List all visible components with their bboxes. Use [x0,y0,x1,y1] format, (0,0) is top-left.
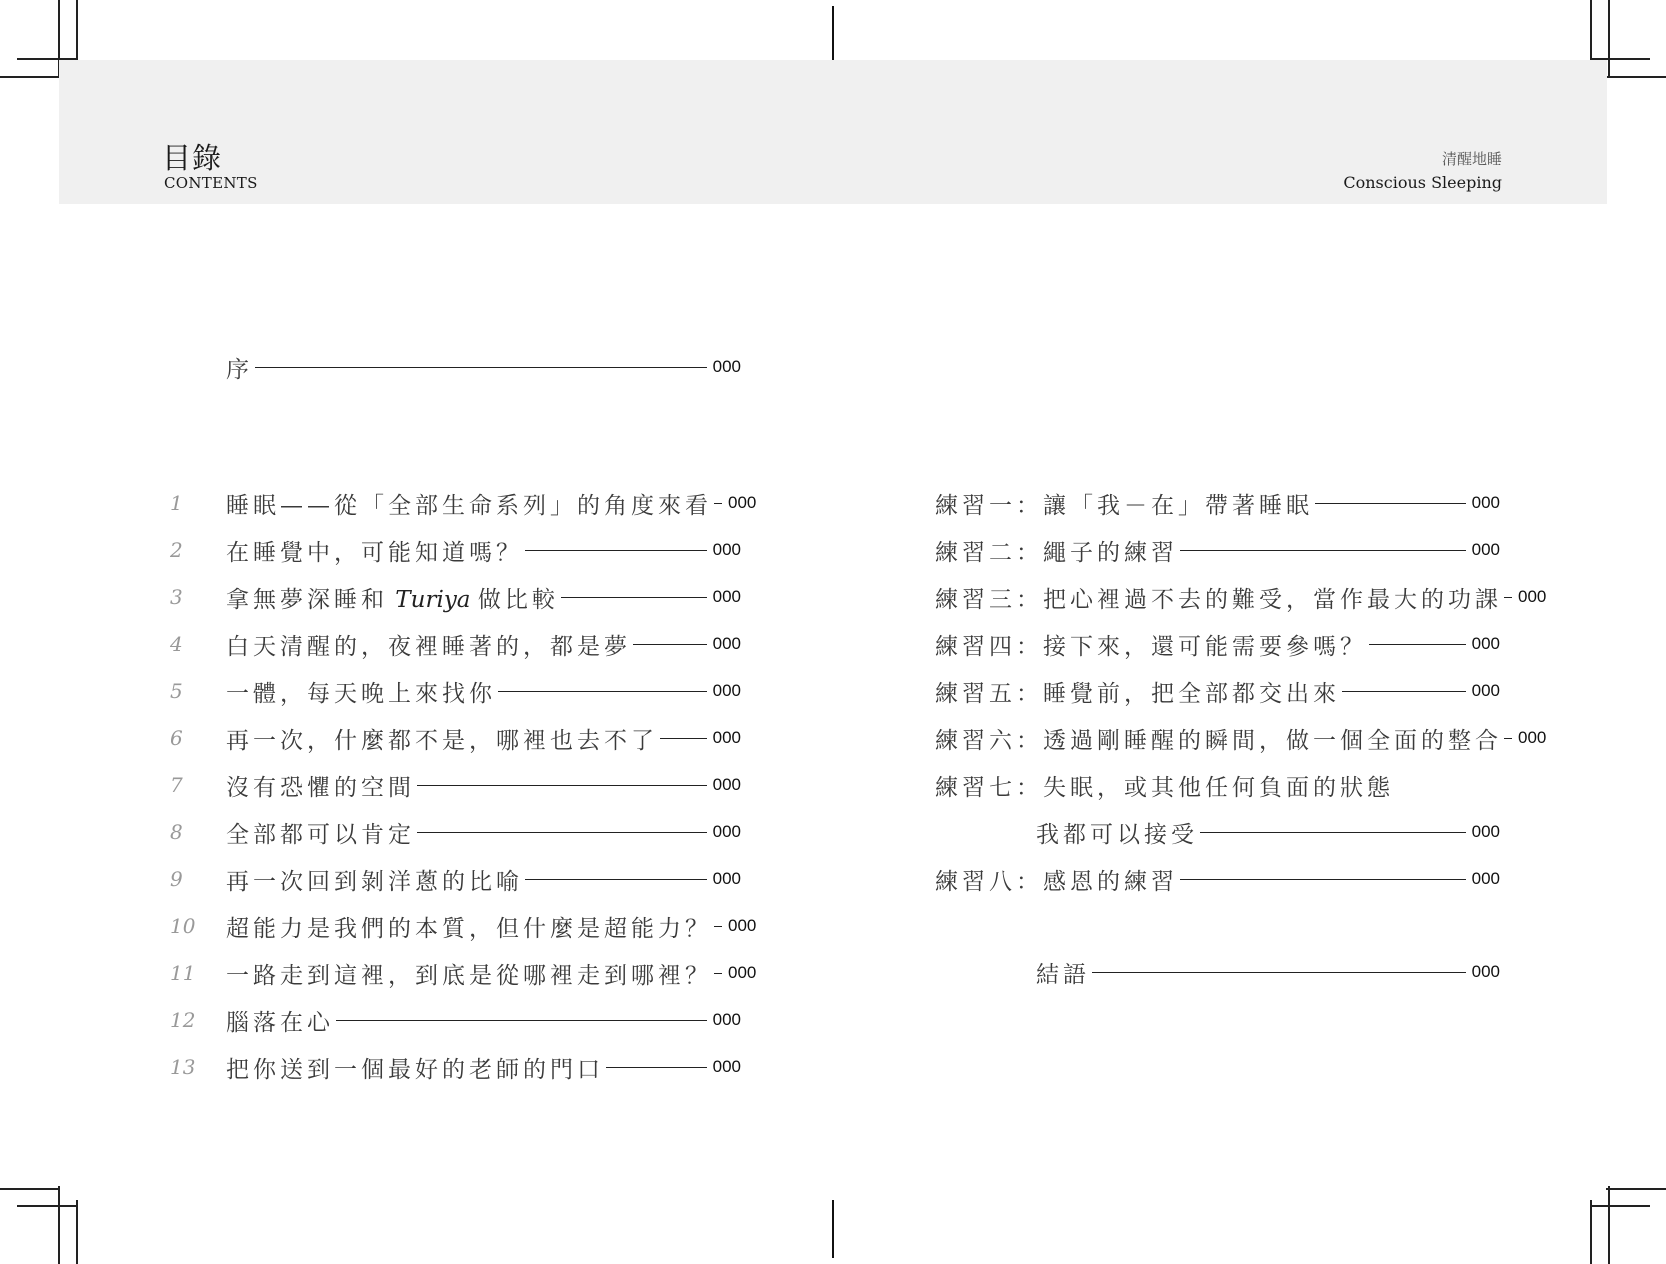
page-number: 000 [728,916,757,935]
dot-leader [255,367,707,368]
chapter-number: 9 [170,867,183,891]
toc-entry-exercise[interactable] [935,535,1500,565]
page-number: 000 [1471,869,1500,888]
crop-mark [1590,1200,1592,1264]
toc-entry-title: 練習八：感恩的練習 [935,868,1178,895]
toc-entry-title[interactable]: 練習七：失眠，或其他任何負面的狀態 [935,774,1394,801]
toc-entry-title: 練習一：讓「我－在」帶著睡眠 [935,492,1313,519]
toc-entry-title: 在睡覺中，可能知道嗎？ [226,539,523,566]
crop-mark [76,0,78,64]
toc-entry-title: 練習三：把心裡過不去的難受，當作最大的功課 [935,586,1502,613]
toc-entry-chapter[interactable] [226,1052,741,1082]
chapter-number: 2 [170,538,183,562]
toc-entry-title: 全部都可以肯定 [226,821,415,848]
toc-entry-title: 把你送到一個最好的老師的門口 [226,1056,604,1083]
toc-entry-title: 再一次，什麼都不是，哪裡也去不了 [226,727,658,754]
toc-entry-title: 沒有恐懼的空間 [226,774,415,801]
toc-entry-chapter[interactable] [226,1005,741,1035]
toc-entry-chapter[interactable] [226,958,757,989]
crop-mark [17,1205,77,1207]
toc-entry-title: 結語 [1036,961,1090,988]
dot-leader [1092,972,1466,973]
page-number: 000 [1471,634,1500,653]
chapter-number: 5 [170,679,183,703]
dot-leader [561,597,707,598]
dot-leader [1504,738,1512,739]
toc-entry-title: 序 [226,356,253,383]
page-number: 000 [712,728,741,747]
fold-mark [832,1200,834,1258]
dot-leader [714,926,722,927]
page-subtitle: CONTENTS [164,174,258,192]
toc-entry-exercise[interactable] [935,629,1500,659]
toc-entry-chapter[interactable] [226,535,741,565]
toc-entry-chapter[interactable] [226,770,741,800]
crop-mark [58,1186,60,1264]
dot-leader [714,503,722,504]
toc-entry-title: 練習二：繩子的練習 [935,539,1178,566]
chapter-number: 6 [170,726,183,750]
toc-entry-chapter[interactable] [226,488,757,519]
toc-entry-chapter[interactable] [226,723,741,753]
dot-leader [1342,691,1466,692]
chapter-number: 10 [170,914,196,938]
dot-leader [1504,597,1512,598]
chapter-number: 7 [170,773,183,797]
chapter-number: 1 [170,491,183,515]
book-title-zh: 清醒地睡 [1441,150,1502,168]
crop-mark [1606,76,1666,78]
toc-entry-preface[interactable] [226,352,741,382]
page-number: 000 [1471,540,1500,559]
page-number: 000 [728,493,757,512]
dot-leader [714,973,722,974]
toc-entry-exercise[interactable] [935,582,1547,613]
page-title: 目錄 [162,141,223,175]
toc-entry-title: 睡眠——從「全部生命系列」的角度來看 [226,492,712,519]
chapter-number: 3 [170,585,183,609]
crop-mark [1606,1188,1666,1190]
page-number: 000 [712,357,741,376]
toc-entry-chapter[interactable] [226,582,741,612]
toc-entry-exercise[interactable] [935,723,1547,754]
page-number: 000 [1518,728,1547,747]
dot-leader [417,832,707,833]
toc-entry-title: 練習六：透過剛睡醒的瞬間，做一個全面的整合 [935,727,1502,754]
page-number: 000 [1471,493,1500,512]
dot-leader [498,691,707,692]
dot-leader [417,785,707,786]
dot-leader [660,738,707,739]
crop-mark [0,1188,60,1190]
dot-leader [606,1067,707,1068]
chapter-number: 12 [170,1008,196,1032]
crop-mark [1590,0,1592,64]
page-number: 000 [728,963,757,982]
fold-mark [832,6,834,64]
page-number: 000 [1471,822,1500,841]
toc-entry-title: 一體，每天晚上來找你 [226,680,496,707]
chapter-number: 4 [170,632,183,656]
dot-leader [1200,832,1466,833]
toc-entry-title: 超能力是我們的本質，但什麼是超能力？ [226,915,712,942]
page-number: 000 [712,775,741,794]
page-number: 000 [1518,587,1547,606]
dot-leader [525,879,707,880]
toc-entry-title: 拿無夢深睡和 Turiya 做比較 [226,586,559,613]
toc-entry-exercise[interactable] [935,676,1500,706]
chapter-number: 11 [170,961,196,985]
page-number: 000 [712,587,741,606]
dot-leader [1180,879,1466,880]
crop-mark [76,1200,78,1264]
toc-entry-chapter[interactable] [226,629,741,659]
page-number: 000 [712,634,741,653]
page-number: 000 [1471,962,1500,981]
crop-mark [0,76,60,78]
dot-leader [1180,550,1466,551]
toc-entry-title: 白天清醒的，夜裡睡著的，都是夢 [226,633,631,660]
crop-mark [1608,0,1610,78]
toc-entry-title: 再一次回到剝洋蔥的比喻 [226,868,523,895]
toc-entry-title: 練習五：睡覺前，把全部都交出來 [935,680,1340,707]
toc-entry-chapter[interactable] [226,864,741,894]
page-number: 000 [712,540,741,559]
page-number: 000 [712,869,741,888]
toc-entry-conclusion[interactable] [1036,957,1500,987]
page-number: 000 [712,1010,741,1029]
toc-entry-title-continuation: 我都可以接受 [1036,821,1198,848]
chapter-number: 8 [170,820,183,844]
page-number: 000 [712,822,741,841]
page-number: 000 [712,681,741,700]
toc-entry-exercise[interactable] [935,488,1500,518]
dot-leader [633,644,707,645]
crop-mark [1590,1205,1650,1207]
dot-leader [336,1020,707,1021]
toc-entry-exercise[interactable] [935,864,1500,894]
toc-entry-chapter[interactable] [226,676,741,706]
dot-leader [525,550,707,551]
toc-entry-title: 一路走到這裡，到底是從哪裡走到哪裡？ [226,962,712,989]
chapter-number: 13 [170,1055,196,1079]
dot-leader [1315,503,1466,504]
toc-entry-title: 練習四：接下來，還可能需要參嗎？ [935,633,1367,660]
crop-mark [1608,1186,1610,1264]
dot-leader [1369,644,1466,645]
page-number: 000 [712,1057,741,1076]
toc-entry-exercise[interactable] [1036,817,1500,847]
page-number: 000 [1471,681,1500,700]
book-title-en: Conscious Sleeping [1343,173,1502,192]
toc-entry-chapter[interactable] [226,817,741,847]
toc-entry-title: 腦落在心 [226,1009,334,1036]
toc-entry-chapter[interactable] [226,911,757,942]
